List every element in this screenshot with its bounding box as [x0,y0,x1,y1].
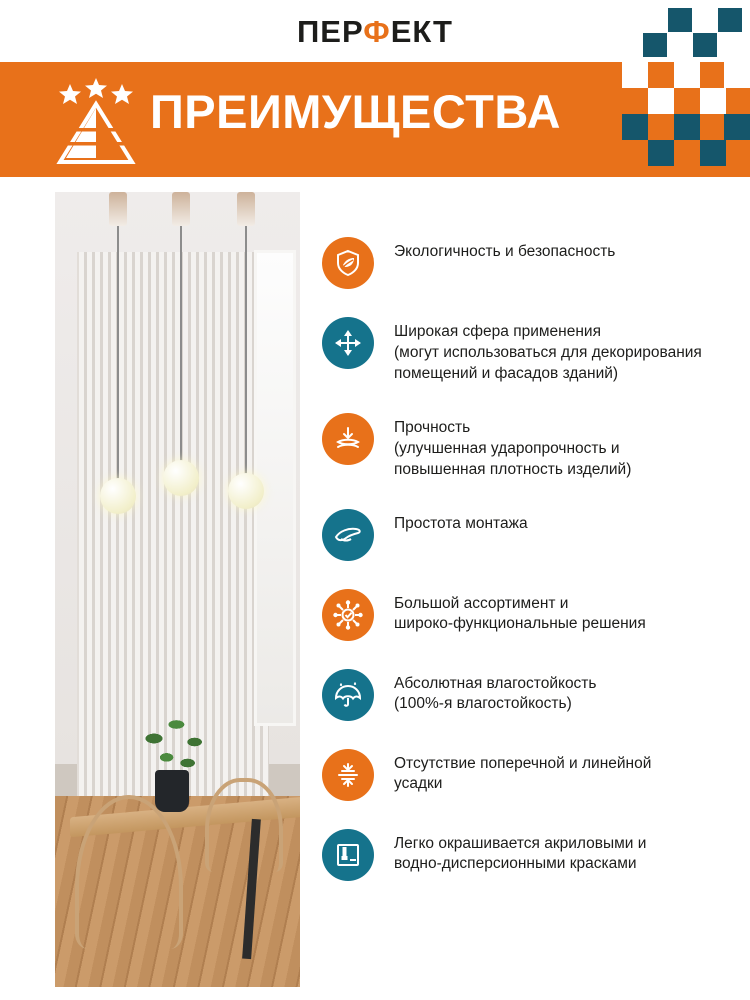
list-item-text [394,749,651,796]
list-item [322,413,722,481]
eco-leaf-shield-icon [322,237,374,289]
list-item [322,509,722,561]
list-item-text [394,589,646,636]
feature-line-1: Абсолютная влагостойкость [394,674,597,692]
list-item-text [394,317,702,385]
checker-decoration-header [590,62,750,177]
list-item-text [394,829,646,876]
feature-line-2: усадки [394,775,443,793]
feature-line-2: (улучшенная ударопрочность и [394,439,620,457]
feature-line-3: помещений и фасадов зданий) [394,364,619,382]
feature-line-1: Прочность [394,418,471,436]
list-item [322,237,722,289]
feature-line-1: Легко окрашивается акриловыми и [394,834,647,852]
no-shrinkage-arrows-icon [322,749,374,801]
list-item-text [394,509,528,535]
feature-line-1: Большой ассортимент и [394,594,569,612]
feature-line-3: повышенная плотность изделий) [394,460,632,478]
feature-line-1: Экологичность и безопасность [394,243,616,260]
brand-part-2: ЕКТ [390,14,453,49]
feature-line-2: водно-дисперсионными красками [394,855,637,873]
list-item [322,669,722,721]
list-item [322,317,722,385]
strength-layers-arrow-icon [322,413,374,465]
list-item-text [394,669,596,716]
interior-slat-panel-photo [55,192,300,987]
page-header-band [0,62,750,177]
feature-line-2: (могут использоваться для декорирования [394,343,702,361]
checker-decoration-top [610,0,750,62]
list-item [322,589,722,641]
four-arrows-expand-icon [322,317,374,369]
pyramid-stars-logo-icon [46,78,146,166]
assortment-network-icon [322,589,374,641]
list-item [322,749,722,801]
advantages-list [322,237,722,909]
easy-install-hand-icon [322,509,374,561]
umbrella-water-resistant-icon [322,669,374,721]
feature-line-1: Простота монтажа [394,514,528,532]
feature-line-2: (100%-я влагостойкость) [394,695,572,713]
list-item [322,829,722,881]
paint-brush-icon [322,829,374,881]
page-title: ПРЕИМУЩЕСТВА [150,85,561,138]
top-brand-bar [0,0,750,62]
brand-part-1: ПЕР [296,14,364,49]
list-item-text [394,413,631,481]
feature-line-1: Широкая сфера применения [394,323,601,340]
main-content [0,177,750,1000]
feature-line-2: широко-функциональные решения [394,615,646,633]
list-item-text [394,237,615,263]
brand-accent-letter: Ф [363,14,391,49]
feature-line-1: Отсутствие поперечной и линейной [394,754,652,772]
